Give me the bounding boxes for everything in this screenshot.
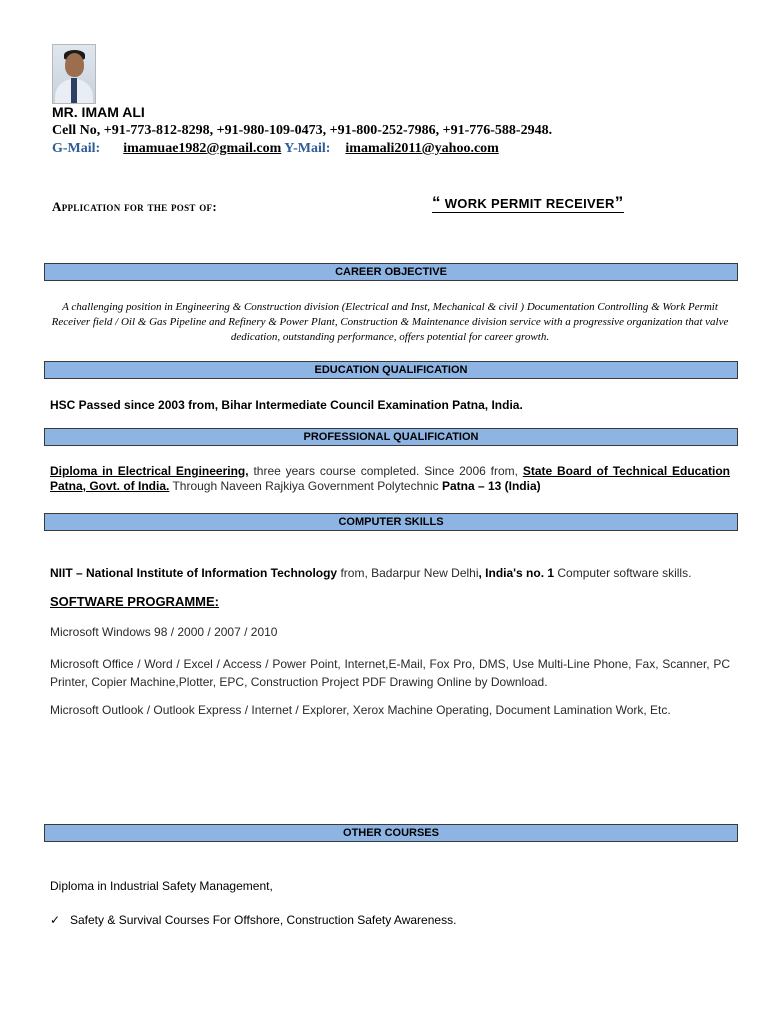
phone-numbers: Cell No, +91-773-812-8298, +91-980-109-0473, +91-800-252-7986, +91-776-588-2948. xyxy=(52,123,553,138)
niit-rank: , India's no. 1 xyxy=(478,566,555,580)
niit-from: from, Badarpur New Delhi xyxy=(337,566,479,580)
niit-name: NIIT – National Institute of Information Technology xyxy=(50,566,338,580)
course-diploma: Diploma in Industrial Safety Management, xyxy=(50,879,273,893)
board-name: State Board of Technical Education Patna, Govt. of India. xyxy=(50,464,731,493)
professional-text xyxy=(50,464,730,494)
career-objective-header: CAREER OBJECTIVE xyxy=(44,263,738,281)
diploma-name: Diploma in Electrical Engineering, xyxy=(50,464,249,478)
candidate-name: MR. IMAM ALI xyxy=(52,104,145,120)
polytechnic-city: Patna – 13 (India) xyxy=(441,479,541,493)
software-windows: Microsoft Windows 98 / 2000 / 2007 / 2010 xyxy=(50,625,278,639)
professional-header: PROFESSIONAL QUALIFICATION xyxy=(44,428,738,446)
education-header: EDUCATION QUALIFICATION xyxy=(44,361,738,379)
course-safety xyxy=(50,913,456,927)
profile-photo xyxy=(52,44,96,104)
post-close-quote: ” xyxy=(614,193,624,212)
computer-skills-header: COMPUTER SKILLS xyxy=(44,513,738,531)
gmail-label: G-Mail: xyxy=(52,141,101,156)
gmail-link[interactable]: imamuae1982@gmail.com xyxy=(123,141,282,156)
ymail-label: Y-Mail: xyxy=(284,141,331,156)
course-safety-text: Safety & Survival Courses For Offshore, Construction Safety Awareness. xyxy=(70,913,457,927)
career-objective-text: A challenging position in Engineering & Construction division (Electrical and Inst, Mechanical & civil ) Documentation Controlling & Work Permit Receiver field / Oil & Gas Pipeline and Refinery & Power Plant, Construction & Maintenance division service with a progressive organization that valve dedication, outstanding performance, offers potential for career growth. xyxy=(51,301,729,343)
diploma-detail: three years course completed. Since 2006 from, xyxy=(248,464,523,478)
software-office: Microsoft Office / Word / Excel / Access / Power Point, Internet,E-Mail, Fox Pro, DMS, Use Multi-Line Phone, Fax, Scanner, PC Printer, Copier Machine,Plotter, EPC, Construction Project PDF Drawing Online by Download. xyxy=(50,657,730,689)
polytechnic-detail: Through Naveen Rajkiya Government Polytechnic xyxy=(169,479,442,493)
education-text: HSC Passed since 2003 from, Bihar Intermediate Council Examination Patna, India. xyxy=(50,398,523,412)
email-line xyxy=(52,141,499,157)
application-label: Application for the post of: xyxy=(52,199,217,214)
checkmark-icon: ✓ xyxy=(50,913,61,927)
other-courses-header: OTHER COURSES xyxy=(44,824,738,842)
post-title xyxy=(432,193,624,213)
post-open-quote: “ xyxy=(432,193,441,212)
niit-line xyxy=(50,566,691,580)
ymail-link[interactable]: imamali2011@yahoo.com xyxy=(345,141,499,156)
niit-rest: Computer software skills. xyxy=(554,566,692,580)
software-outlook: Microsoft Outlook / Outlook Express / Internet / Explorer, Xerox Machine Operating, Document Lamination Work, Etc. xyxy=(50,703,671,717)
post-name: WORK PERMIT RECEIVER xyxy=(440,196,615,211)
software-programme-heading: SOFTWARE PROGRAMME: xyxy=(50,594,219,609)
